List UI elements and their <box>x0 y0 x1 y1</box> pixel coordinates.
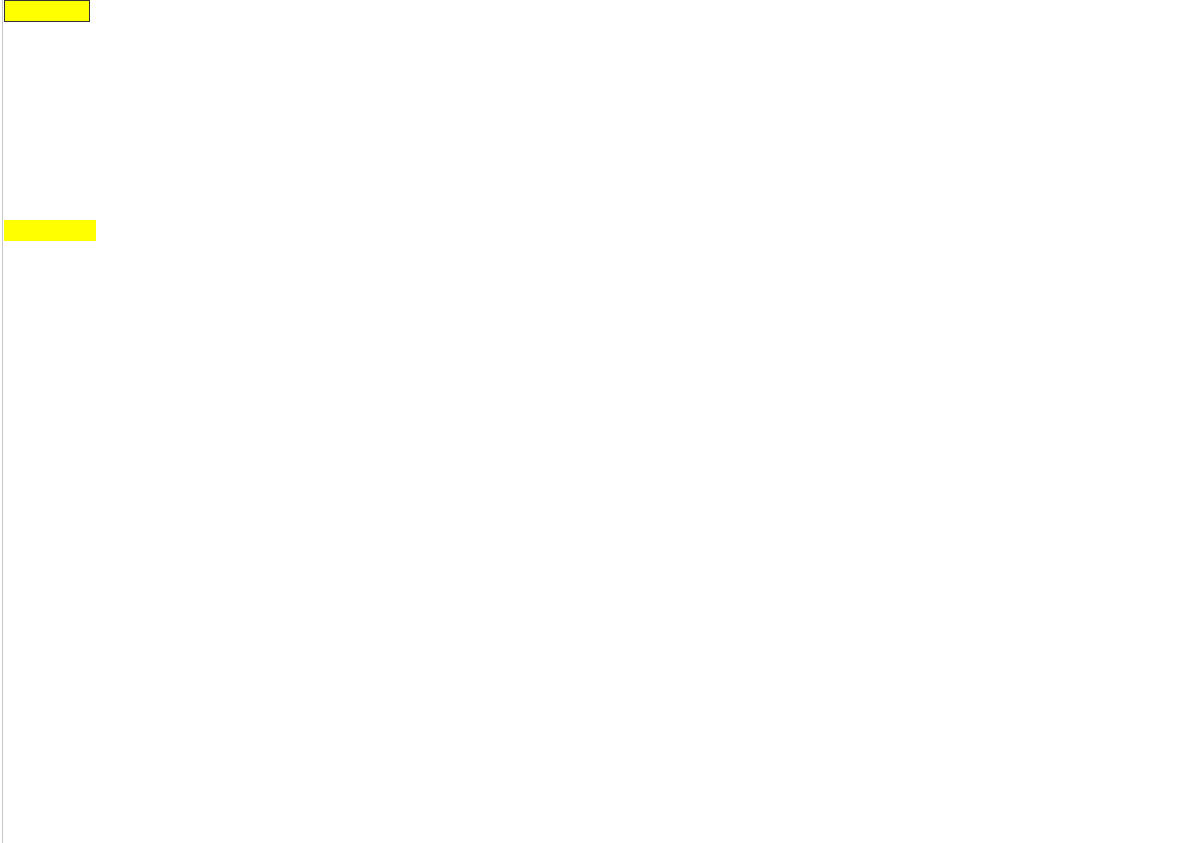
alger-label-cell[interactable] <box>4 0 90 22</box>
deltas-label-cell[interactable] <box>4 220 96 241</box>
column-gridline <box>2 0 3 843</box>
